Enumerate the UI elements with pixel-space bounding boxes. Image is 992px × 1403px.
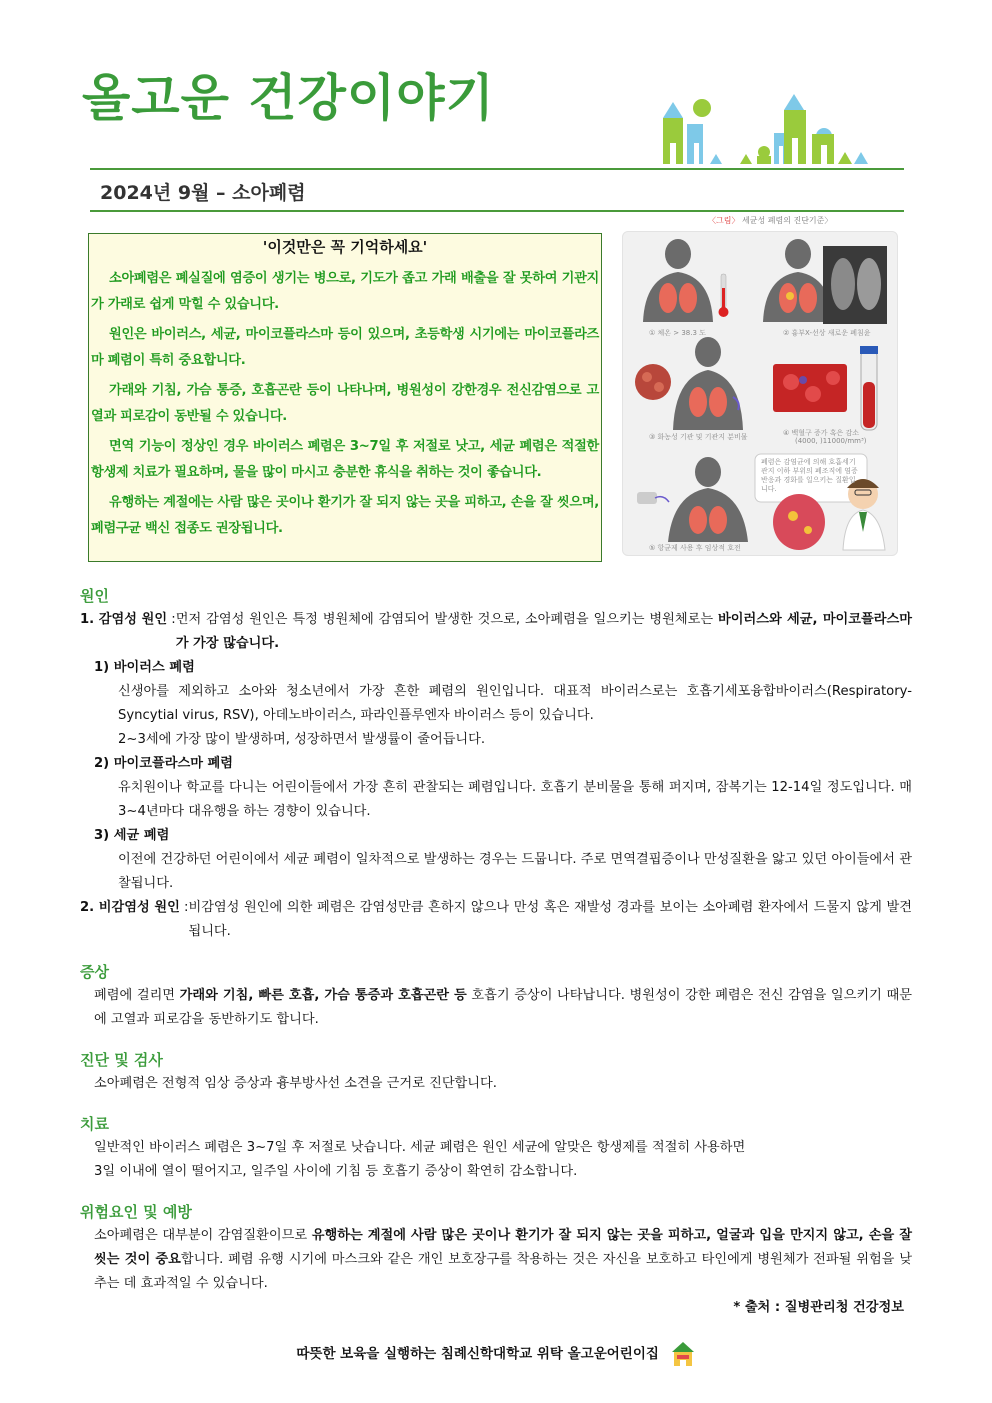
header-rule-bottom (90, 210, 904, 212)
section-heading-symptoms: 증상 (80, 963, 109, 981)
panel-caption: ② 흉부X-선상 새로운 폐침윤 (783, 329, 871, 337)
footer-text: 따뜻한 보육을 실행하는 침례신학대학교 위탁 올고운어린이집 (296, 1346, 659, 1362)
prevention-paragraph: 소아폐렴은 대부분이 감염질환이므로 유행하는 계절에 사람 많은 곳이나 환기가 잘 되지 않는 곳을 피하고, 얼굴과 입을 만지지 않고, 손을 잘 씻는 것이 중요합니다. 폐렴 유행 시기에 마스크와 같은 개인 보호장구를 착용하는 것은 자신을 보호하고 타인에게 병원체가 전파될 위험을 낮추는 데 효과적일 수 있습니다. (94, 1228, 912, 1291)
cause-item-label: 2. 비감염성 원인 : (80, 900, 189, 915)
remember-box-title: '이것만은 꼭 기억하세요' (262, 238, 428, 256)
newsletter-title: 올고운 건강이야기 (82, 69, 495, 127)
cause-item-infectious (80, 608, 912, 656)
header-rule-top (90, 168, 904, 170)
section-heading-prevention: 위험요인 및 예방 (80, 1203, 192, 1221)
fever-figure-icon (643, 239, 729, 322)
subsection-title: 2) 마이코플라스마 폐렴 (94, 756, 234, 771)
cause-item-text: 비감염성 원인에 의한 폐렴은 감염성만큼 흔하지 않으나 만성 혹은 재발성 경과를 보이는 소아폐렴 환자에서 드물지 않게 발견됩니다. (188, 900, 912, 939)
panel-caption: ③ 화농성 기관 및 기관지 분비물 (649, 433, 748, 441)
issue-subtitle: 2024년 9월 – 소아폐렴 (100, 182, 306, 204)
cause-item-noninfectious (80, 896, 912, 944)
treatment-line: 일반적인 바이러스 폐렴은 3~7일 후 저절로 낫습니다. 세균 폐렴은 원인 세균에 알맞은 항생제를 적절히 사용하면 (94, 1140, 746, 1155)
symptoms-paragraph: 폐렴에 걸리면 가래와 기침, 빠른 호흡, 가슴 통증과 호흡곤란 등 호흡기 증상이 나타납니다. 병원성이 강한 폐렴은 전신 감염을 일으키기 때문에 고열과 피로감을 동반하기도 합니다. (94, 988, 912, 1027)
main-content (80, 584, 912, 1320)
source-citation: * 출처 : 질병관리청 건강정보 (733, 1300, 904, 1315)
remember-paragraph: 소아폐렴은 폐실질에 염증이 생기는 병으로, 기도가 좁고 가래 배출을 잘 못하여 기관지가 가래로 쉽게 막힐 수 있습니다. (91, 271, 599, 312)
antibiotic-treatment-icon (637, 457, 748, 542)
panel-caption: ④ 백혈구 증가 혹은 감소 (783, 429, 860, 437)
panel-caption: ⑤ 항균제 사용 후 임상적 호전 (649, 544, 741, 552)
airway-secretion-icon (635, 337, 743, 430)
subsection-title: 3) 세균 폐렴 (94, 828, 170, 843)
panel-caption: ① 체온 > 38.3 도 (649, 329, 706, 337)
building-logo-decoration (660, 88, 875, 168)
diagnosis-paragraph: 소아폐렴은 전형적 임상 증상과 흉부방사선 소견을 근거로 진단합니다. (94, 1076, 497, 1091)
remember-paragraph: 유행하는 계절에는 사람 많은 곳이나 환기가 잘 되지 않는 곳을 피하고, 손을 잘 씻으며, 폐렴구균 백신 접종도 권장됩니다. (91, 495, 599, 536)
treatment-line: 3일 이내에 열이 떨어지고, 일주일 사이에 기침 등 호흡기 증상이 확연히 감소합니다. (94, 1164, 578, 1179)
remember-box (88, 233, 602, 562)
subsection-body: 2~3세에 가장 많이 발생하며, 성장하면서 발생률이 줄어듭니다. (118, 732, 486, 747)
section-heading-diagnosis: 진단 및 검사 (80, 1051, 163, 1069)
chest-xray-icon (763, 239, 887, 324)
subsection-body: 유치원이나 학교를 다니는 어린이들에서 가장 흔히 관찰되는 폐렴입니다. 호흡기 분비물을 통해 퍼지며, 잠복기는 12-14일 정도입니다. 매 3~4년마다 대유행을 하는 경향이 있습니다. (118, 780, 912, 819)
illustration-frame (622, 231, 898, 556)
footer (0, 1340, 992, 1368)
house-logo-icon (670, 1340, 696, 1368)
pneumonia-diagnosis-illustration (622, 215, 897, 555)
subsection-title: 1) 바이러스 폐렴 (94, 660, 195, 675)
remember-paragraph: 면역 기능이 정상인 경우 바이러스 폐렴은 3~7일 후 저절로 낫고, 세균 폐렴은 적절한 항생제 치료가 필요하며, 물을 많이 마시고 충분한 휴식을 취하는 것이 좋습니다. (91, 439, 599, 480)
subsection-body: 신생아를 제외하고 소아와 청소년에서 가장 흔한 폐렴의 원인입니다. 대표적 바이러스로는 호흡기세포융합바이러스(Respiratory-Syncytial virus, RSV), 아데노바이러스, 파라인플루엔자 바이러스 등이 있습니다. (118, 684, 912, 723)
panel-caption: (4000, )11000/mm³) (795, 437, 867, 445)
illustration-caption: 〈그림〉 세균성 폐렴의 진단기준〉 (708, 216, 833, 225)
cause-item-label: 1. 감염성 원인 : (80, 612, 176, 627)
blood-test-icon (773, 346, 878, 430)
section-heading-cause: 원인 (80, 587, 109, 605)
section-heading-treatment: 치료 (80, 1115, 109, 1133)
speech-bubble-text: 폐렴은 감염균에 의해 호흡세기관지 이하 부위의 폐조직에 염증반응과 경화를 일으키는 질환입니다. (761, 458, 858, 493)
cause-item-text: 먼저 감염성 원인은 특정 병원체에 감염되어 발생한 것으로, 소아폐렴을 일으키는 병원체로는 바이러스와 세균, 마이코플라스마가 가장 많습니다. (175, 612, 912, 651)
subsection-body: 이전에 건강하던 어린이에서 세균 폐렴이 일차적으로 발생하는 경우는 드뭅니다. 주로 면역결핍증이나 만성질환을 앓고 있던 아이들에서 관찰됩니다. (118, 852, 912, 891)
remember-paragraph: 원인은 바이러스, 세균, 마이코플라스마 등이 있으며, 초등학생 시기에는 마이코플라즈마 폐렴이 특히 중요합니다. (91, 327, 599, 368)
illustration-drawing (623, 232, 897, 555)
remember-paragraph: 가래와 기침, 가슴 통증, 호흡곤란 등이 나타나며, 병원성이 강한경우 전신감염으로 고열과 피로감이 동반될 수 있습니다. (91, 383, 599, 424)
